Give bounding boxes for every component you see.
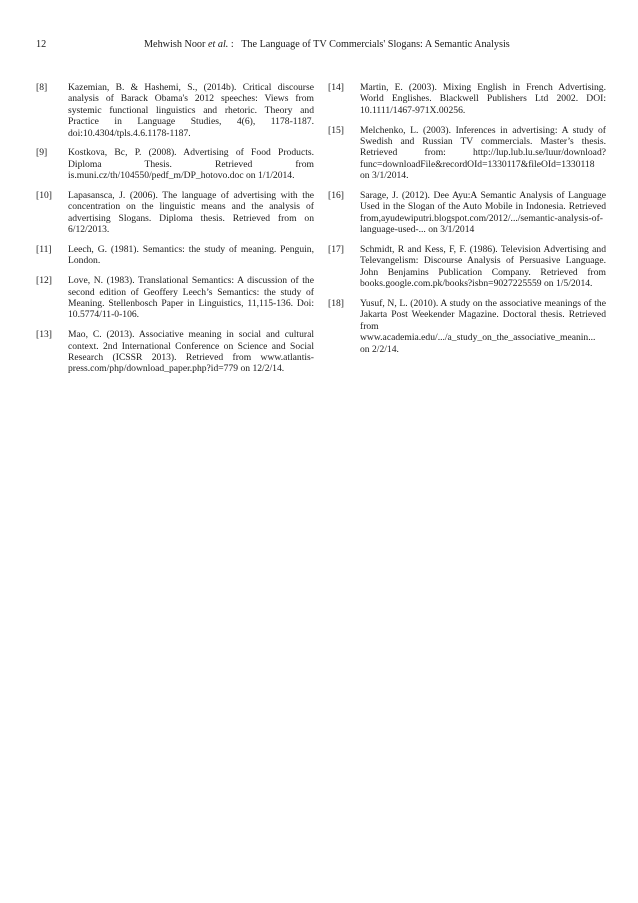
reference-number: [13] — [36, 329, 52, 341]
running-paper-title: The Language of TV Commercials' Slogans: A Semantic Analysis — [241, 39, 510, 50]
references-right-column — [328, 82, 606, 363]
running-etal: et al. — [207, 39, 229, 50]
reference-text: Sarage, J. (2012). Dee Ayu:A Semantic Analysis of Language Used in the Slogan of the Auto Mobile in Indonesia. Retrieved from,ayudewiputri.blogspot.com/2012/.../semantic-analysis-of-language-used-... on 3/1/2014 — [360, 190, 606, 236]
reference-item — [36, 147, 314, 181]
references-left-column — [36, 82, 314, 383]
reference-number: [18] — [328, 298, 344, 310]
reference-item — [328, 82, 606, 116]
reference-number: [9] — [36, 147, 48, 159]
reference-text: Schmidt, R and Kess, F, F. (1986). Television Advertising and Televangelism: Discourse Analysis of Persuasive Language. John Benjamins Publication Company. Retrieved from books.google.com.pk/books?isbn=9027225559 on 1/5/2014. — [360, 244, 606, 290]
reference-text: Yusuf, N, L. (2010). A study on the associative meanings of the Jakarta Post Weekender Magazine. Doctoral thesis. Retrieved from www.academia.edu/.../a_study_on_the_associative_meanin... on 2/2/14. — [360, 298, 606, 355]
reference-number: [17] — [328, 244, 344, 256]
reference-item — [328, 298, 606, 355]
reference-text: Love, N. (1983). Translational Semantics: A discussion of the second edition of Geoffery Leech’s Semantics: the study of Meaning. Stellenbosch Paper in Linguistics, 11,115-136. Doi: 10.5774/11-0-106. — [68, 275, 314, 321]
reference-text: Mao, C. (2013). Associative meaning in social and cultural context. 2nd International Conference on Science and Social Research (ICSSR 2013). Retrieved from www.atlantis-press.com/php/download_paper.php?id=779 on 12/2/14. — [68, 329, 314, 375]
reference-text: Lapasansca, J. (2006). The language of advertising with the concentration on the linguistic means and the analysis of advertising Slogans. Diploma thesis. Retrieved from on 6/12/2013. — [68, 190, 314, 236]
reference-item — [36, 82, 314, 139]
reference-text: Kazemian, B. & Hashemi, S., (2014b). Critical discourse analysis of Barack Obama's 2012 speeches: Views from systemic functional linguistics and rhetoric. Theory and Practice in Language Studies, 4(6), 1178-1187. doi:10.4304/tpls.4.6.1178-1187. — [68, 82, 314, 139]
reference-item — [328, 190, 606, 236]
reference-number: [10] — [36, 190, 52, 202]
reference-text: Leech, G. (1981). Semantics: the study of meaning. Penguin, London. — [68, 244, 314, 267]
running-author: Mehwish Noor — [144, 39, 208, 50]
reference-item — [328, 125, 606, 182]
reference-number: [8] — [36, 82, 48, 93]
running-header — [36, 38, 602, 52]
reference-item — [36, 244, 314, 267]
page-number: 12 — [36, 39, 47, 50]
reference-number: [12] — [36, 275, 52, 287]
reference-number: [11] — [36, 244, 52, 256]
reference-item — [36, 329, 314, 375]
reference-item — [328, 244, 606, 290]
reference-text: Melchenko, L. (2003). Inferences in advertising: A study of Swedish and Russian TV commercials. Master’s thesis. Retrieved from: http://lup.lub.lu.se/luur/download?func=downloadFile&recordOId=1330117&fileOId=1330118 on 3/1/2014. — [360, 124, 606, 182]
reference-text: Martin, E. (2003). Mixing English in French Advertising. World Englishes. Blackwell Publishers Ltd 2002. DOI: 10.1111/1467-971X.00256. — [360, 82, 606, 116]
reference-item — [36, 190, 314, 236]
running-separator: : — [228, 39, 234, 50]
reference-number: [15] — [328, 124, 344, 136]
reference-number: [16] — [328, 190, 344, 202]
reference-number: [14] — [328, 82, 344, 93]
running-title — [144, 38, 510, 52]
reference-item — [36, 275, 314, 321]
reference-text: Kostkova, Bc, P. (2008). Advertising of Food Products. Diploma Thesis. Retrieved from is.muni.cz/th/104550/pedf_m/DP_hotovo.doc on 1/1/2014. — [68, 147, 314, 182]
